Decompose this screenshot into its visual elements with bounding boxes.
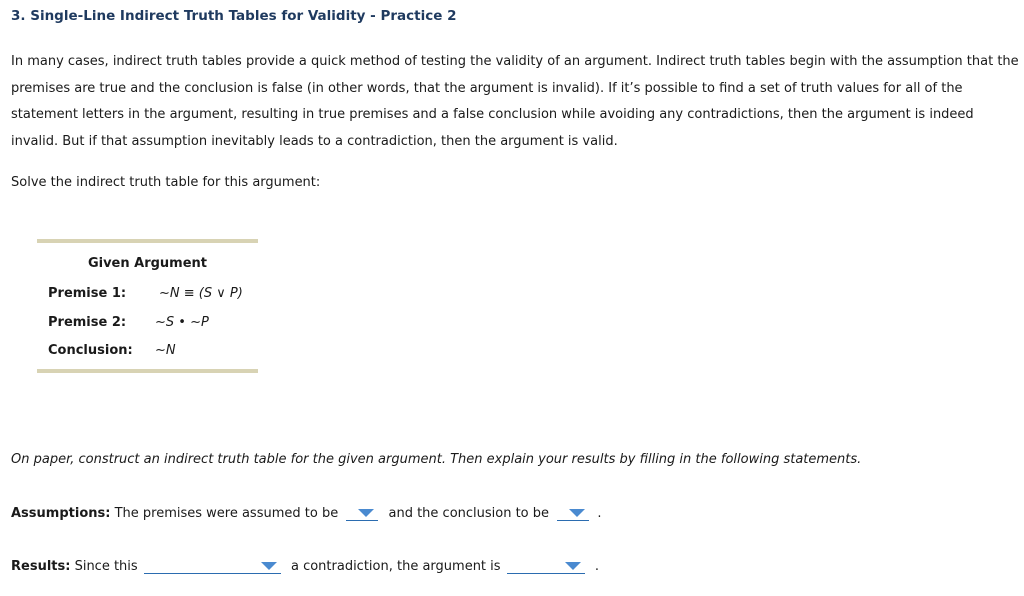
solve-prompt: Solve the indirect truth table for this argument: xyxy=(11,175,321,190)
chevron-down-icon xyxy=(261,562,277,570)
chevron-down-icon xyxy=(358,509,374,517)
premise-1-row xyxy=(48,286,243,301)
premise-2-label: Premise 2: xyxy=(48,315,127,330)
chevron-down-icon xyxy=(569,509,585,517)
results-text-1: Since this xyxy=(74,559,138,574)
assumptions-label: Assumptions: xyxy=(11,506,111,521)
assumptions-text-1: The premises were assumed to be xyxy=(114,506,339,521)
contradiction-dropdown[interactable] xyxy=(144,557,281,574)
conclusion-label: Conclusion: xyxy=(48,343,133,358)
premise-2-formula: ~S • ~P xyxy=(155,315,209,330)
instructions: On paper, construct an indirect truth table for the given argument. Then explain your results by filling in the following statements. xyxy=(11,452,862,467)
given-argument-box xyxy=(37,239,258,373)
results-end: . xyxy=(594,559,599,574)
given-argument-heading: Given Argument xyxy=(87,256,208,271)
premise-1-formula: ~N ≡ (S ∨ P) xyxy=(159,286,243,301)
chevron-down-icon xyxy=(565,562,581,570)
assumptions-end: . xyxy=(597,506,602,521)
premise-2-row xyxy=(48,315,209,330)
premise-1-label: Premise 1: xyxy=(48,286,127,301)
results-text-2: a contradiction, the argument is xyxy=(290,559,501,574)
validity-dropdown[interactable] xyxy=(507,557,585,574)
conclusion-formula: ~N xyxy=(155,343,176,358)
results-label: Results: xyxy=(11,559,71,574)
conclusion-row xyxy=(48,343,176,358)
premises-truth-dropdown[interactable] xyxy=(346,504,378,521)
page-title: 3. Single-Line Indirect Truth Tables for Validity - Practice 2 xyxy=(11,8,457,24)
results-statement xyxy=(11,557,599,574)
conclusion-truth-dropdown[interactable] xyxy=(557,504,589,521)
assumptions-text-2: and the conclusion to be xyxy=(388,506,550,521)
assumptions-statement xyxy=(11,504,601,521)
intro-paragraph: In many cases, indirect truth tables provide a quick method of testing the validity of an argument. Indirect truth tables begin with the assumption that the premises are true and the conclusion is false (in other words, that the argument is invalid). If it’s possible to find a set of truth values for all of the statement letters in the argument, resulting in true premises and a false conclusion while avoiding any contradictions, then the argument is indeed invalid. But if that assumption inevitably leads to a contradiction, then the argument is valid. xyxy=(11,54,1019,149)
